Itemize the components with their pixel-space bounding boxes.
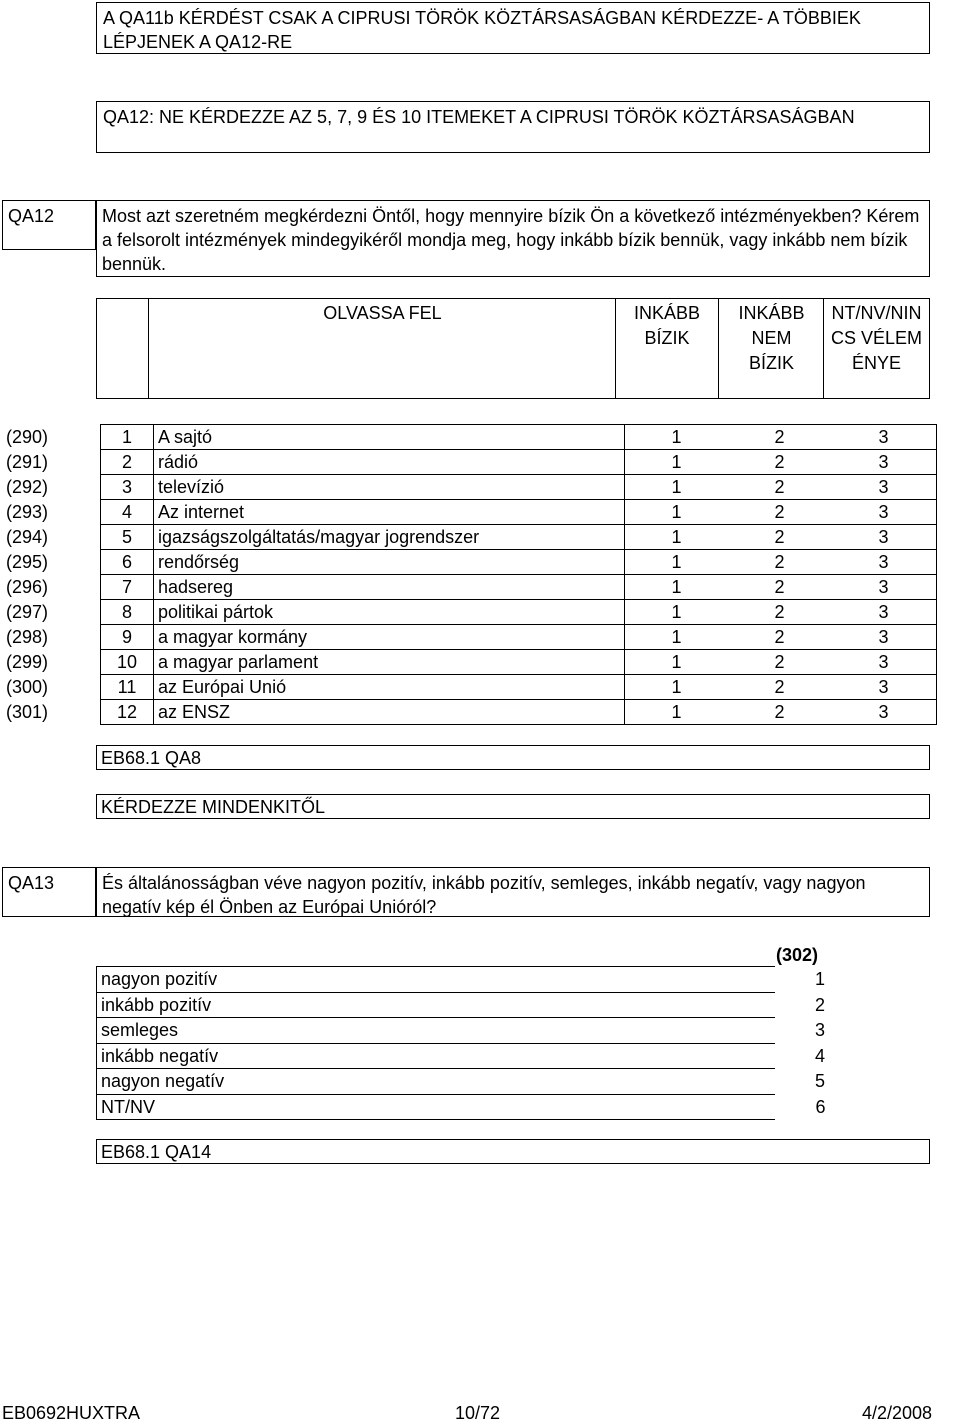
table-row [2, 550, 937, 575]
row-answer-trust: 1 [625, 575, 729, 600]
option-label: nagyon pozitív [97, 967, 776, 993]
ask-all-instruction-text: KÉRDEZZE MINDENKITŐL [101, 797, 326, 817]
row-number: 1 [101, 425, 154, 450]
row-answer-dk: 3 [831, 650, 937, 675]
row-answer-distrust: 2 [728, 425, 831, 450]
row-label: rendőrség [154, 550, 625, 575]
list-item [97, 992, 832, 1018]
header-num-cell [97, 299, 149, 398]
qa13-options-table [96, 966, 832, 1120]
row-label: politikai pártok [154, 600, 625, 625]
row-number: 2 [101, 450, 154, 475]
row-answer-distrust: 2 [728, 600, 831, 625]
row-label: a magyar kormány [154, 625, 625, 650]
header-col-distrust: INKÁBB NEM BÍZIK [720, 299, 824, 398]
row-answer-distrust: 2 [728, 625, 831, 650]
question-text-qa12: Most azt szeretném megkérdezni Öntől, hogy mennyire bízik Ön a következő intézményekben? Kérem a felsorolt intézmények mindegyikéről mondja meg, hogy inkább bízik bennük, vagy inkább nem bízik bennük. [96, 200, 930, 277]
row-number: 9 [101, 625, 154, 650]
option-code: 1 [814, 969, 825, 990]
row-label: igazságszolgáltatás/magyar jogrendszer [154, 525, 625, 550]
row-answer-trust: 1 [625, 625, 729, 650]
row-answer-distrust: 2 [728, 675, 831, 700]
row-number: 4 [101, 500, 154, 525]
row-answer-dk: 3 [831, 450, 937, 475]
row-number: 10 [101, 650, 154, 675]
row-number: 12 [101, 700, 154, 725]
row-code: (297) [6, 601, 49, 622]
row-answer-trust: 1 [625, 525, 729, 550]
row-code: (295) [6, 551, 49, 572]
row-answer-trust: 1 [625, 450, 729, 475]
row-answer-dk: 3 [831, 600, 937, 625]
option-code: 3 [814, 1020, 825, 1041]
source-ref-1 [96, 745, 930, 770]
row-number: 11 [101, 675, 154, 700]
row-code: (294) [6, 526, 49, 547]
option-label: inkább negatív [97, 1043, 776, 1069]
row-answer-trust: 1 [625, 425, 729, 450]
row-number: 7 [101, 575, 154, 600]
footer-doc-id: EB0692HUXTRA [2, 1403, 141, 1423]
row-answer-dk: 3 [831, 675, 937, 700]
row-label: az Európai Unió [154, 675, 625, 700]
table-row [2, 650, 937, 675]
routing-note-qa12 [96, 101, 930, 153]
table-row [2, 475, 937, 500]
table-row [2, 525, 937, 550]
row-answer-dk: 3 [831, 700, 937, 725]
option-label: nagyon negatív [97, 1069, 776, 1095]
option-label: NT/NV [97, 1094, 776, 1120]
row-answer-distrust: 2 [728, 700, 831, 725]
source-ref-2 [96, 1139, 930, 1164]
row-answer-distrust: 2 [728, 550, 831, 575]
row-number: 6 [101, 550, 154, 575]
table-row [2, 600, 937, 625]
row-code: (299) [6, 651, 49, 672]
qa12-item-table [2, 424, 937, 725]
row-answer-trust: 1 [625, 500, 729, 525]
row-label: az ENSZ [154, 700, 625, 725]
option-code: 6 [815, 1096, 826, 1117]
option-label: semleges [97, 1018, 776, 1044]
table-row [2, 450, 937, 475]
row-code: (296) [6, 576, 49, 597]
row-label: a magyar parlament [154, 650, 625, 675]
list-item [97, 1094, 832, 1120]
row-code: (293) [6, 501, 49, 522]
row-answer-dk: 3 [831, 475, 937, 500]
row-number: 5 [101, 525, 154, 550]
option-label: inkább pozitív [97, 992, 776, 1018]
footer-page-number: 10/72 [455, 1403, 501, 1423]
table-row [2, 675, 937, 700]
row-code: (298) [6, 626, 49, 647]
row-label: hadsereg [154, 575, 625, 600]
row-label: rádió [154, 450, 625, 475]
table-row [2, 700, 937, 725]
row-answer-distrust: 2 [728, 450, 831, 475]
table-row [2, 575, 937, 600]
footer-date: 4/2/2008 [862, 1403, 933, 1423]
row-number: 3 [101, 475, 154, 500]
row-answer-dk: 3 [831, 425, 937, 450]
row-answer-trust: 1 [625, 475, 729, 500]
row-label: televízió [154, 475, 625, 500]
option-code: 5 [814, 1071, 825, 1092]
ask-all-instruction [96, 794, 930, 819]
header-col-trust: INKÁBB BÍZIK [616, 299, 719, 398]
question-id-qa12: QA12 [2, 200, 96, 250]
row-code: (292) [6, 476, 49, 497]
row-answer-distrust: 2 [728, 500, 831, 525]
option-code: 2 [814, 994, 825, 1015]
row-answer-dk: 3 [831, 550, 937, 575]
row-number: 8 [101, 600, 154, 625]
row-answer-trust: 1 [625, 650, 729, 675]
option-code: 4 [814, 1045, 825, 1066]
routing-note-qa12-text: QA12: NE KÉRDEZZE AZ 5, 7, 9 ÉS 10 ITEMEKET A CIPRUSI TÖRÖK KÖZTÁRSASÁGBAN [103, 107, 855, 127]
list-item [97, 967, 832, 993]
row-answer-dk: 3 [831, 575, 937, 600]
row-answer-dk: 3 [831, 625, 937, 650]
source-ref-2-text: EB68.1 QA14 [101, 1142, 212, 1162]
row-answer-distrust: 2 [728, 525, 831, 550]
list-item [97, 1018, 832, 1044]
row-label: A sajtó [154, 425, 625, 450]
row-answer-dk: 3 [831, 525, 937, 550]
row-code: (301) [6, 701, 49, 722]
row-answer-trust: 1 [625, 600, 729, 625]
list-item [97, 1069, 832, 1095]
row-code: (300) [6, 676, 49, 697]
row-answer-dk: 3 [831, 500, 937, 525]
row-answer-distrust: 2 [728, 575, 831, 600]
routing-note-qa11b-text: A QA11b KÉRDÉST CSAK A CIPRUSI TÖRÖK KÖZTÁRSASÁGBAN KÉRDEZZE- A TÖBBIEK LÉPJENEK A QA12-RE [103, 8, 861, 52]
row-code: (290) [6, 426, 49, 447]
qa12-table-header [96, 298, 930, 399]
question-id-qa13: QA13 [2, 867, 96, 917]
header-col-dk: NT/NV/NINCS VÉLEMÉNYE [830, 303, 923, 373]
row-answer-trust: 1 [625, 700, 729, 725]
row-answer-distrust: 2 [728, 650, 831, 675]
row-label: Az internet [154, 500, 625, 525]
routing-note-qa11b [96, 2, 930, 54]
row-answer-distrust: 2 [728, 475, 831, 500]
list-item [97, 1043, 832, 1069]
row-answer-trust: 1 [625, 675, 729, 700]
question-text-qa13: És általánosságban véve nagyon pozitív, inkább pozitív, semleges, inkább negatív, vagy nagyon negatív kép él Önben az Európai Unióról? [96, 867, 930, 917]
qa13-var-code: (302) [776, 945, 819, 965]
table-row [2, 625, 937, 650]
row-answer-trust: 1 [625, 550, 729, 575]
table-row [2, 500, 937, 525]
header-read-aloud: OLVASSA FEL [150, 299, 616, 398]
row-code: (291) [6, 451, 49, 472]
source-ref-1-text: EB68.1 QA8 [101, 748, 202, 768]
table-row [2, 425, 937, 450]
